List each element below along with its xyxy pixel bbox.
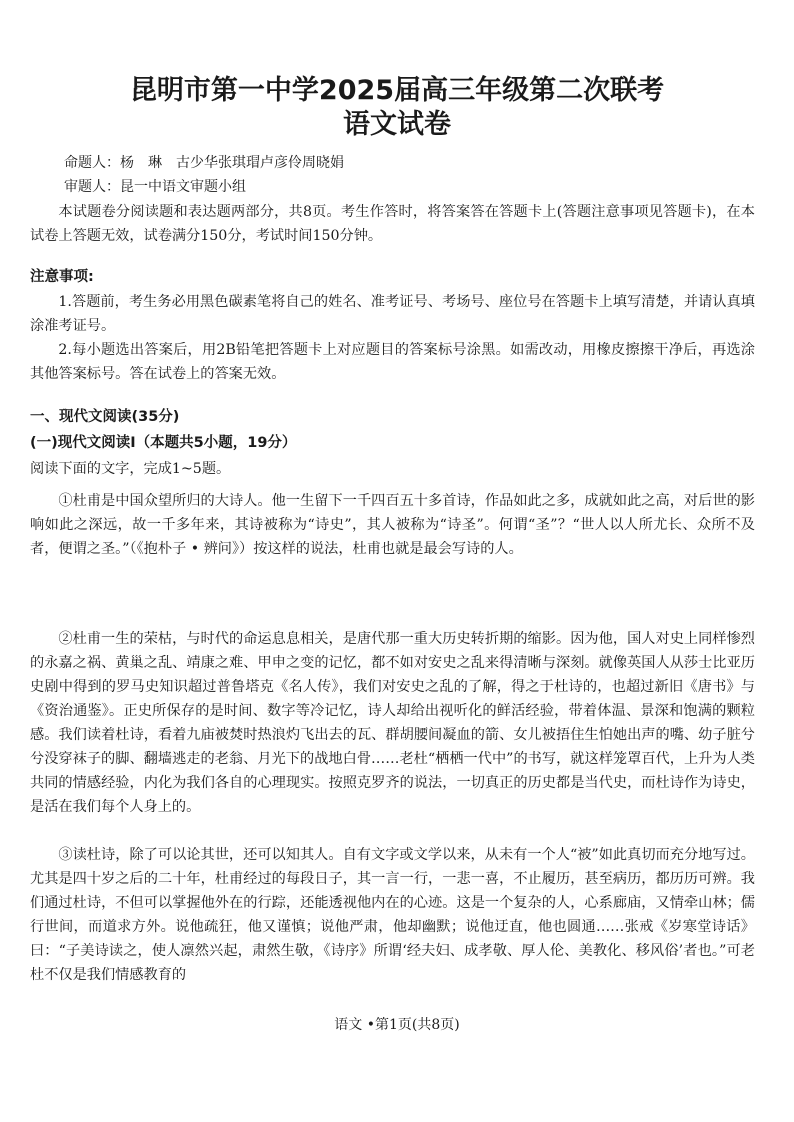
reading-paragraph-2: ②杜甫一生的荣枯，与时代的命运息息相关，是唐代那一重大历史转折期的缩影。因为他，国人对史上同样惨烈的永嘉之祸、黄巢之乱、靖康之难、甲申之变的记忆，都不如对安史之乱来得清晰与深刻。就像英国人从莎士比亚历史剧中得到的罗马史知识超过普鲁塔克《名人传》，我们对安史之乱的了解，得之于杜诗的，也超过新旧《唐书》与《资治通鉴》。正史所保存的是时间、数字等冷记忆，诗人却给出视听化的鲜活经验，带着体温、景深和饱满的颗粒感。我们读着杜诗，看着九庙被焚时热浪灼飞出去的瓦、群胡腰间凝血的箭、女儿被捂住生怕她出声的嘴、幼子脏兮兮没穿袜子的脚、翻墙逃走的老翁、月光下的战地白骨……老杜“栖栖一代中”的书写，就这样笼罩百代，上升为人类共同的情感经验，内化为我们各自的心理现实。按照克罗齐的说法，一切真正的历史都是当代史，而杜诗作为诗史，是活在我们每个人身上的。 [30, 631, 755, 815]
section-heading: 一、现代文阅读(35分) [30, 409, 180, 425]
reading-instruction: 阅读下面的文字，完成1~5题。 [30, 461, 231, 477]
reading-paragraph-1: ①杜甫是中国众望所归的大诗人。他一生留下一千四百五十多首诗，作品如此之多，成就如此之高，对后世的影响如此之深远，故一千多年来，其诗被称为“诗史”，其人被称为“诗圣”。何谓“圣”？“世人以人所尤长、众所不及者，便谓之圣。”（《抱朴子 • 辨问》）按这样的说法，杜甫也就是最会写诗的人。 [30, 493, 755, 557]
authors-line: 命题人：杨 琳 古少华张琪瑁卢彦伶周晓娟 [64, 155, 344, 171]
notice-item-1: 1.答题前，考生务必用黑色碳素笔将自己的姓名、准考证号、考场号、座位号在答题卡上填写清楚，并请认真填涂准考证号。 [30, 294, 755, 334]
section-subheading: (一)现代文阅读Ⅰ（本题共5小题，19分） [30, 435, 297, 451]
exam-intro: 本试题卷分阅读题和表达题两部分，共8页。考生作答时，将答案答在答题卡上(答题注意事项见答题卡)，在本试卷上答题无效，试卷满分150分，考试时间150分钟。 [30, 204, 755, 244]
reading-paragraph-3: ③读杜诗，除了可以论其世，还可以知其人。自有文字或文学以来，从未有一个人“被”如此真切而充分地写过。尤其是四十岁之后的二十年，杜甫经过的每段日子，其一言一行，一悲一喜，不止履历，甚至病历，都历历可辨。我们通过杜诗，不但可以掌握他外在的行踪，还能透视他内在的心迹。这是一个复杂的人，心系廊庙，又情牵山林；儒行世间，而道求方外。说他疏狂，他又谨慎；说他严肃，他却幽默；说他迂直，他也圆通……张戒《岁寒堂诗话》曰：“子美诗读之，使人凛然兴起，肃然生敬，《诗序》所谓‘经夫妇、成孝敬、厚人伦、美教化、移风俗’者也。”可老杜不仅是我们情感教育的 [30, 847, 755, 983]
reviewers-line: 审题人：昆一中语文审题小组 [64, 179, 246, 195]
page-footer: 语文 •第1页(共8页) [334, 1017, 460, 1033]
exam-subtitle: 语文试卷 [343, 109, 451, 140]
notice-heading: 注意事项: [30, 269, 94, 285]
notice-item-2: 2.每小题选出答案后，用2B铅笔把答题卡上对应题目的答案标号涂黑。如需改动，用橡皮擦擦干净后，再选涂其他答案标号。答在试卷上的答案无效。 [30, 342, 755, 382]
exam-title: 昆明市第一中学2025届高三年级第二次联考 [129, 75, 665, 106]
